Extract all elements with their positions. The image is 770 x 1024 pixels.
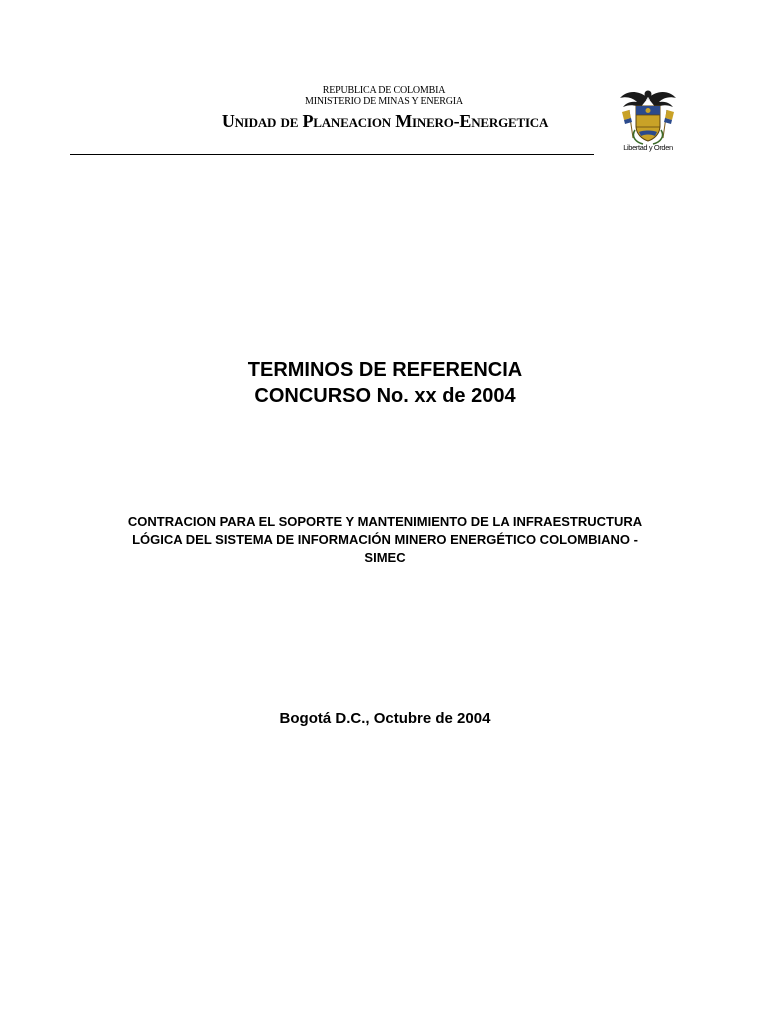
- description-line-1: CONTRACION PARA EL SOPORTE Y MANTENIMIENTO DE LA INFRAESTRUCTURA: [127, 514, 643, 529]
- document-title-line-2: CONCURSO No. xx de 2004: [254, 385, 516, 407]
- ministry-label: MINISTERIO DE MINAS Y ENERGIA: [305, 96, 463, 107]
- emblem-motto: Libertad y Orden: [623, 143, 673, 152]
- description-line-3: SIMEC: [364, 550, 406, 565]
- description-line-2: LÓGICA DEL SISTEMA DE INFORMACIÓN MINERO ENERGÉTICO COLOMBIANO -: [132, 532, 638, 547]
- unit-title: Unidad de Planeacion Minero-Energetica: [221, 111, 549, 131]
- header-divider: [70, 154, 594, 155]
- republic-label: REPUBLICA DE COLOMBIA: [322, 85, 446, 96]
- document-title-line-1: TERMINOS DE REFERENCIA: [247, 359, 523, 381]
- contract-description: [75, 513, 695, 567]
- place-and-date: Bogotá D.C., Octubre de 2004: [279, 710, 491, 727]
